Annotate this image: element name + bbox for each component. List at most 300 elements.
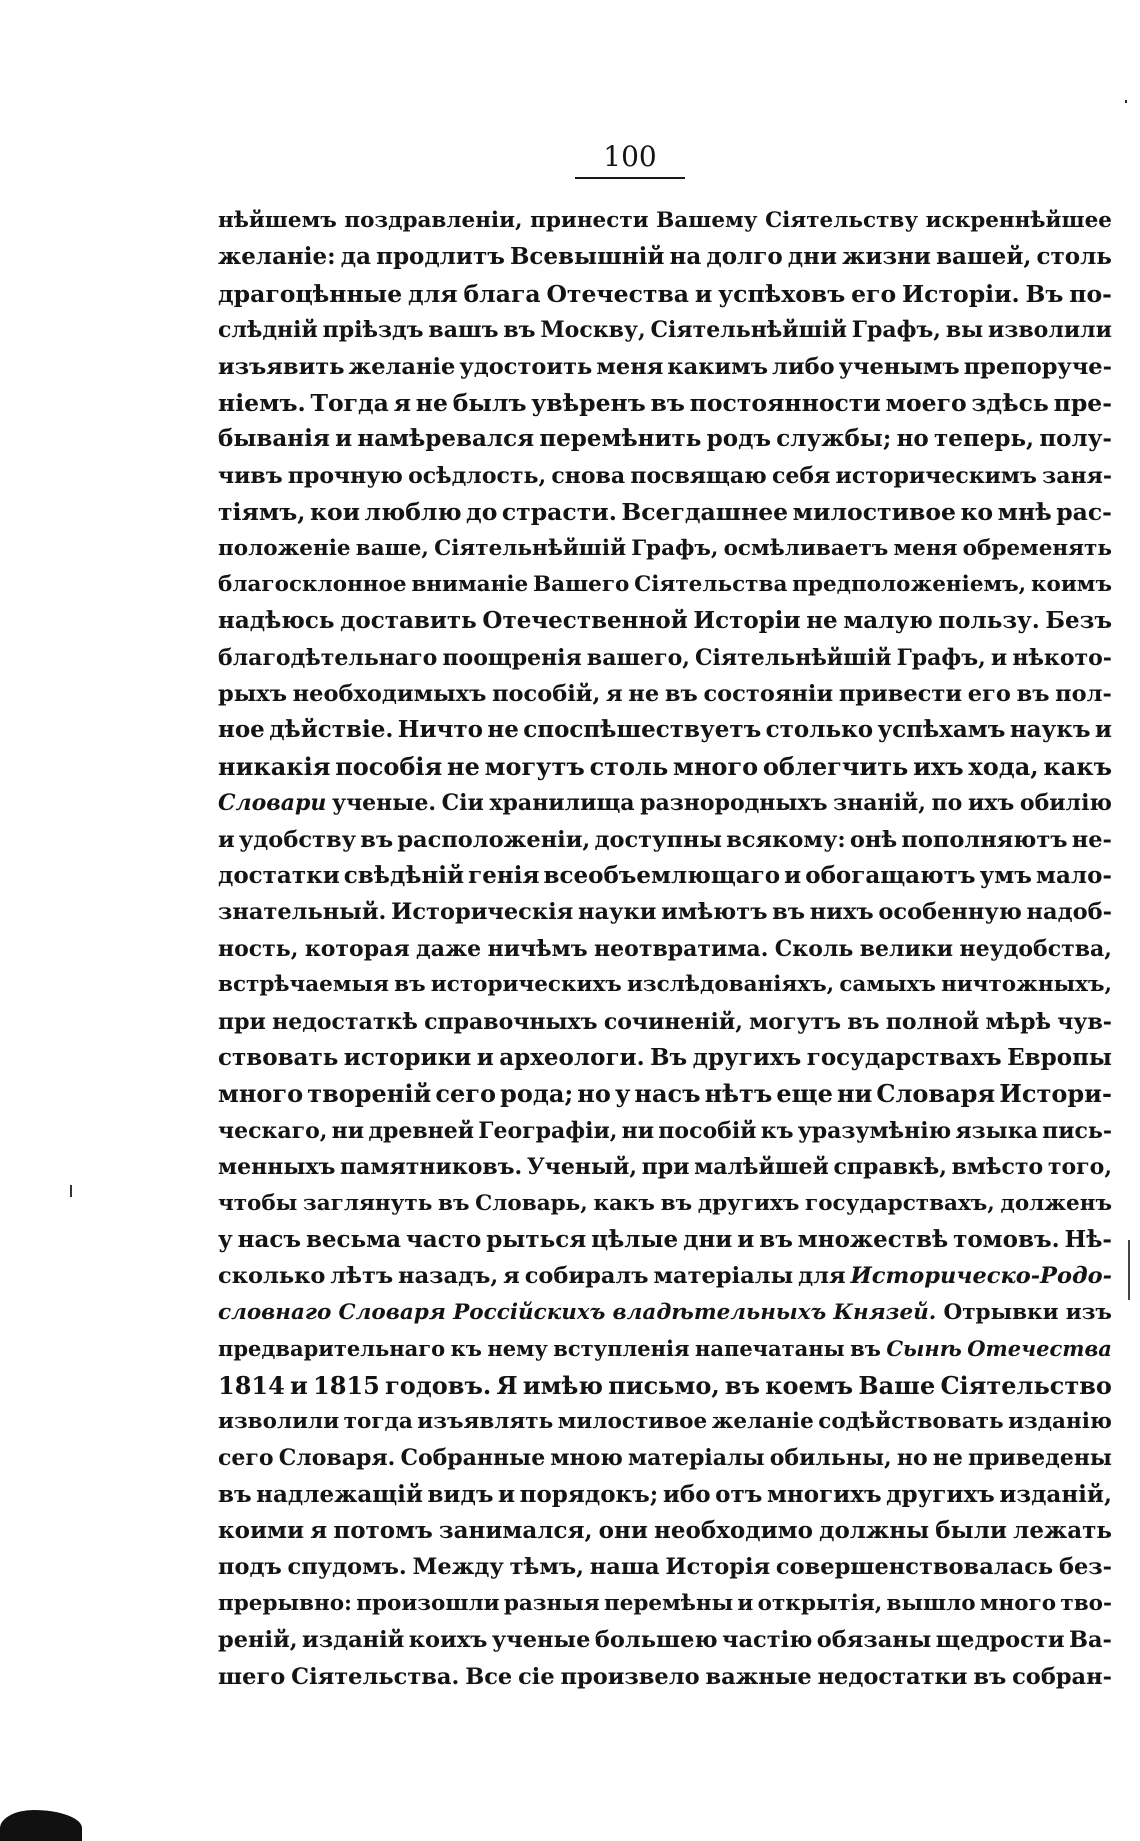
word: генія: [468, 862, 540, 890]
word: намѣревался: [357, 425, 535, 453]
word: Графъ,: [851, 317, 941, 344]
word: желаніе:: [218, 243, 336, 271]
word: важные: [705, 1663, 812, 1690]
word: много: [218, 1079, 304, 1109]
word: въ: [772, 899, 806, 926]
word: множествѣ: [797, 1225, 949, 1253]
word: уразумѣнію: [797, 1117, 952, 1144]
word: былъ: [452, 388, 527, 417]
word: наша: [589, 1554, 660, 1581]
text-line: [218, 1186, 1112, 1222]
word: для: [798, 1263, 846, 1290]
word: изъ: [1065, 1299, 1112, 1325]
word: собиралъ: [524, 1263, 649, 1290]
word: пись-: [1042, 1117, 1112, 1144]
word: разныя: [503, 1590, 600, 1616]
word: и: [218, 826, 235, 853]
word: онѣ: [849, 826, 898, 853]
word: для: [408, 279, 458, 308]
text-line: [218, 858, 1112, 894]
word: при: [218, 1008, 266, 1035]
word: и: [737, 1590, 754, 1616]
word: справочныхъ: [424, 1008, 598, 1035]
word: много: [673, 751, 759, 781]
word: не: [487, 716, 519, 744]
word: пособій: [658, 1117, 757, 1144]
word: желаніе: [711, 1408, 814, 1434]
word: быванія: [218, 425, 330, 453]
word: мѣрѣ: [985, 1008, 1051, 1035]
word: вашего,: [586, 644, 690, 671]
word: постоянности: [689, 388, 881, 417]
word: расположеніи,: [397, 826, 591, 853]
word: жизни: [842, 243, 931, 271]
word: и: [498, 1480, 516, 1508]
word: къ: [450, 1336, 482, 1362]
word: не-: [1071, 826, 1112, 853]
text-line: [218, 1549, 1112, 1585]
body-text: [218, 203, 1112, 1695]
text-line: [218, 1076, 1112, 1112]
italic-word: Россійскихъ: [453, 1299, 606, 1325]
word: заглянуть: [303, 1190, 433, 1216]
text-line: [218, 967, 1112, 1003]
word: часто: [405, 1225, 482, 1253]
word: Сіи: [441, 790, 484, 817]
word: ко: [960, 498, 994, 527]
word: вы: [945, 317, 984, 344]
word: особенную: [878, 899, 1022, 926]
word: пособія: [335, 751, 443, 781]
word: Ва-: [1068, 1627, 1112, 1654]
word: историческихъ: [430, 972, 622, 998]
word: поощренія: [442, 644, 582, 671]
word: умъ: [979, 862, 1032, 890]
word: и: [1094, 716, 1112, 744]
word: произошли: [356, 1590, 500, 1616]
word: слѣдній: [218, 317, 318, 344]
word: благодѣтельнаго: [218, 644, 438, 671]
word: увѣренъ: [531, 388, 646, 417]
word: перемѣнить: [539, 425, 702, 453]
italic-word: словнаго: [218, 1299, 332, 1325]
word: щедрости: [935, 1627, 1065, 1654]
word: принести: [530, 208, 649, 233]
word: полной: [885, 1008, 980, 1035]
word: ваше,: [355, 535, 429, 561]
word: неудобства,: [959, 935, 1112, 962]
word: обилію: [1019, 790, 1112, 817]
italic-word: владѣтельныхъ: [612, 1299, 827, 1325]
word: Графъ,: [631, 535, 719, 561]
scan-speck: [70, 1185, 72, 1197]
word: Собранные: [400, 1445, 546, 1472]
word: Въ: [1025, 279, 1064, 308]
word: пріѣздъ: [322, 317, 424, 344]
word: рыться: [486, 1225, 587, 1253]
word: изданію: [1008, 1408, 1112, 1434]
word: какъ: [1043, 751, 1112, 781]
word: собран-: [1012, 1663, 1112, 1690]
word: сіе: [518, 1663, 555, 1690]
page-number: 100: [603, 140, 657, 173]
word: изданій,: [999, 1480, 1112, 1508]
text-line: [218, 640, 1112, 676]
word: сколько: [218, 1263, 326, 1290]
word: положеніе: [218, 535, 351, 561]
text-line: [218, 494, 1112, 530]
word: Историческія: [391, 899, 574, 926]
word: ни: [836, 1079, 873, 1109]
word: до: [466, 498, 498, 527]
text-line: [218, 1404, 1112, 1440]
italic-word: Словари: [218, 790, 327, 817]
word: насъ: [237, 1225, 302, 1253]
word: велики: [859, 935, 954, 962]
word: пополняютъ: [901, 826, 1068, 853]
word: службы;: [776, 425, 892, 453]
text-line: [218, 1040, 1112, 1076]
word: Отечественной: [482, 607, 688, 635]
word: тогда: [343, 1408, 413, 1434]
text-line: [218, 1258, 1112, 1294]
word: страсти.: [501, 498, 617, 527]
word: я: [310, 1517, 328, 1545]
word: въ: [360, 826, 394, 853]
word: кои: [309, 498, 361, 527]
word: полу-: [1039, 425, 1112, 453]
word: содѣйствовать: [818, 1408, 1004, 1434]
word: отъ: [715, 1480, 763, 1508]
word: вышло: [886, 1590, 976, 1616]
word: рас-: [1056, 498, 1112, 527]
word: вниманіе: [411, 571, 529, 597]
word: никакія: [218, 751, 331, 781]
word: не: [628, 681, 660, 708]
word: Сіятельство: [940, 1370, 1112, 1400]
word: чивъ: [218, 462, 283, 489]
italic-word: Князей.: [833, 1299, 937, 1325]
word: ческаго,: [218, 1117, 328, 1144]
word: много: [979, 1590, 1057, 1616]
word: встрѣчаемыя: [218, 972, 389, 998]
word: въ: [973, 1663, 1007, 1690]
word: тіямъ,: [218, 498, 306, 527]
word: по-: [1069, 279, 1112, 308]
text-line: [218, 239, 1112, 275]
word: достатки: [218, 862, 340, 890]
word: ученые: [491, 1627, 591, 1654]
italic-word: Историческо-Родо-: [850, 1263, 1112, 1290]
word: Истори-: [999, 1079, 1112, 1109]
word: предположеніемъ,: [792, 571, 1027, 597]
text-line: [218, 1513, 1112, 1549]
word: того,: [1047, 1154, 1112, 1181]
word: неотвратима.: [594, 935, 769, 962]
word: Сіятельнѣйшій: [695, 644, 892, 671]
word: изслѣдованіяхъ,: [626, 972, 835, 998]
text-line: [218, 1149, 1112, 1185]
word: самыхъ: [839, 972, 936, 998]
word: древней: [368, 1117, 475, 1144]
word: и: [694, 279, 713, 308]
word: сочиненій,: [603, 1008, 743, 1035]
word: не: [447, 751, 480, 781]
word: ученые.: [332, 790, 436, 817]
word: меня: [893, 535, 958, 561]
word: Москву,: [540, 317, 646, 344]
word: справкѣ,: [833, 1154, 947, 1181]
word: благосклонное: [218, 571, 407, 597]
word: въ: [1016, 681, 1050, 708]
word: томовъ.: [953, 1225, 1060, 1253]
word: осѣдлость,: [408, 462, 547, 489]
word: назадъ,: [398, 1263, 499, 1290]
word: привести: [838, 681, 963, 708]
word: милостивое: [557, 1408, 708, 1434]
word: ное: [218, 716, 265, 744]
text-line: [218, 531, 1112, 567]
word: Безъ: [1045, 607, 1112, 635]
word: менныхъ: [218, 1154, 336, 1181]
word: приведены: [968, 1445, 1112, 1472]
word: порядокъ;: [519, 1480, 659, 1508]
word: и: [290, 1370, 308, 1400]
word: малую: [843, 607, 933, 635]
word: языка: [955, 1117, 1038, 1144]
word: необходимыхъ: [292, 681, 487, 708]
italic-word: Сынѣ: [886, 1336, 962, 1362]
word: изъявлять: [417, 1408, 554, 1434]
word: ніемъ.: [218, 388, 306, 417]
word: 1814: [218, 1370, 285, 1400]
text-line: [218, 1622, 1112, 1658]
word: Сіятельства.: [291, 1663, 460, 1690]
word: но: [896, 1445, 928, 1472]
word: мало-: [1035, 862, 1112, 890]
text-line: [218, 1331, 1112, 1367]
word: дни: [787, 243, 838, 271]
word: въ: [503, 317, 536, 344]
word: сего: [435, 1079, 496, 1109]
word: ни: [621, 1117, 655, 1144]
word: долго: [706, 243, 783, 271]
word: Словаря.: [278, 1445, 396, 1472]
word: чтобы: [218, 1190, 298, 1216]
word: подъ: [218, 1554, 282, 1581]
word: коими: [218, 1517, 305, 1545]
word: необходимо: [654, 1517, 813, 1545]
word: поздравленіи,: [344, 208, 523, 233]
word: историческимъ: [835, 462, 1037, 489]
word: въ: [650, 388, 685, 417]
text-line: [218, 1368, 1112, 1404]
word: Сколь: [774, 935, 854, 962]
word: столь: [589, 751, 669, 781]
text-line: [218, 1659, 1112, 1695]
corner-ink-blot: [0, 1810, 82, 1841]
word: въ: [218, 1480, 252, 1508]
word: я: [393, 388, 412, 417]
text-line: [218, 349, 1112, 385]
word: изволили: [988, 317, 1112, 344]
word: даже: [416, 935, 482, 962]
word: твореній: [307, 1079, 432, 1109]
word: нѣйшемъ: [218, 208, 337, 233]
text-line: [218, 203, 1112, 239]
word: недостатки: [817, 1663, 968, 1690]
word: нему: [487, 1336, 548, 1362]
word: Нѣ-: [1064, 1225, 1112, 1253]
word: ничтожныхъ,: [941, 972, 1112, 998]
word: осмѣливаетъ: [723, 535, 889, 561]
scan-speck: [1125, 100, 1127, 103]
word: удостоить: [459, 353, 593, 380]
word: не: [415, 388, 448, 417]
word: въ: [724, 1370, 760, 1400]
word: свѣдѣній: [343, 862, 465, 890]
word: могутъ: [484, 751, 585, 781]
word: рода;: [500, 1079, 574, 1109]
text-line: [218, 931, 1112, 967]
word: пользу.: [938, 607, 1040, 635]
word: на: [669, 243, 702, 271]
word: археологи.: [499, 1043, 645, 1071]
word: перемѣны: [603, 1590, 734, 1616]
word: да: [340, 243, 372, 271]
word: обязаны: [816, 1627, 932, 1654]
word: прерывно:: [218, 1590, 352, 1616]
word: Словаря: [876, 1079, 996, 1109]
word: хранилища: [489, 790, 635, 817]
word: изданій: [302, 1627, 405, 1654]
text-line: [218, 1222, 1112, 1258]
word: цѣлые: [591, 1225, 679, 1253]
word: обременять: [962, 535, 1112, 561]
word: въ: [438, 1190, 470, 1216]
word: желаніе: [348, 353, 456, 380]
word: другихъ: [697, 1190, 800, 1216]
word: и: [737, 1225, 755, 1253]
word: доставить: [340, 607, 477, 635]
word: его: [851, 279, 897, 308]
word: успѣховъ: [718, 279, 846, 308]
word: вашъ: [428, 317, 499, 344]
page-number-rule: [575, 177, 685, 179]
word: Все: [465, 1663, 513, 1690]
word: шего: [218, 1663, 286, 1690]
word: были: [935, 1517, 1007, 1545]
word: должны: [819, 1517, 930, 1545]
word: продлитъ: [376, 243, 505, 271]
word: я: [606, 681, 623, 708]
word: и: [335, 425, 353, 453]
word: ихъ: [967, 790, 1015, 817]
word: имѣю: [522, 1370, 603, 1400]
word: ихъ: [913, 751, 964, 781]
text-line: [218, 1477, 1112, 1513]
word: Ничто: [397, 716, 483, 744]
word: въ: [394, 972, 426, 998]
word: меня: [596, 353, 664, 380]
word: коемъ: [765, 1370, 854, 1400]
word: надоб-: [1026, 899, 1112, 926]
word: ученымъ: [838, 353, 960, 380]
word: предварительнаго: [218, 1336, 446, 1362]
text-line: [218, 1295, 1112, 1331]
word: по: [931, 790, 963, 817]
word: большею: [594, 1627, 718, 1654]
word: потомъ: [333, 1517, 433, 1545]
word: спудомъ.: [287, 1554, 407, 1581]
word: Всегдашнее: [621, 498, 789, 527]
word: надѣюсь: [218, 607, 335, 635]
word: Тогда: [310, 388, 389, 417]
word: памятниковъ.: [340, 1154, 523, 1181]
word: тво-: [1060, 1590, 1112, 1616]
scan-edge-mark: [1128, 1240, 1130, 1300]
text-line: [218, 749, 1112, 785]
word: у: [614, 1079, 631, 1109]
word: Графъ,: [896, 644, 986, 671]
word: ничѣмъ: [487, 935, 588, 962]
word: государствахъ,: [805, 1190, 995, 1216]
word: видъ: [427, 1480, 494, 1508]
word: теперь,: [934, 425, 1035, 453]
word: милостивое: [792, 498, 956, 527]
word: въ: [847, 1008, 880, 1035]
word: ни: [331, 1117, 365, 1144]
word: всякому:: [726, 826, 846, 853]
word: у: [218, 1225, 233, 1253]
text-line: [218, 421, 1112, 457]
word: Сіятельству: [765, 208, 919, 233]
word: нихъ: [809, 899, 874, 926]
word: совершенствовалась: [775, 1554, 1054, 1581]
word: ствовать: [218, 1043, 339, 1071]
word: пре-: [1053, 388, 1112, 417]
word: другихъ: [886, 1480, 995, 1508]
word: Ваше: [858, 1370, 936, 1400]
word: къ: [760, 1117, 794, 1144]
text-line: [218, 676, 1112, 712]
text-line: [218, 603, 1112, 639]
word: пособій,: [492, 681, 601, 708]
text-line: [218, 567, 1112, 603]
word: малѣйшей: [694, 1154, 829, 1181]
word: хода,: [968, 751, 1039, 781]
word: надлежащій: [256, 1480, 423, 1508]
word: въ: [664, 681, 698, 708]
word: въ: [759, 1225, 793, 1253]
word: дни: [683, 1225, 733, 1253]
word: мнѣ: [997, 498, 1052, 527]
word: его: [967, 681, 1011, 708]
word: годовъ.: [385, 1370, 492, 1400]
word: изъявить: [218, 353, 345, 380]
word: открытія,: [757, 1590, 883, 1616]
word: и: [784, 862, 802, 890]
word: матеріалы: [628, 1445, 765, 1472]
text-line: [218, 1586, 1112, 1622]
word: прочную: [287, 462, 403, 489]
word: наукъ: [1009, 716, 1091, 744]
word: долженъ: [1000, 1190, 1112, 1216]
word: не: [806, 607, 838, 635]
word: блага: [463, 279, 541, 308]
word: Словарь,: [475, 1190, 588, 1216]
word: себя: [771, 462, 831, 489]
